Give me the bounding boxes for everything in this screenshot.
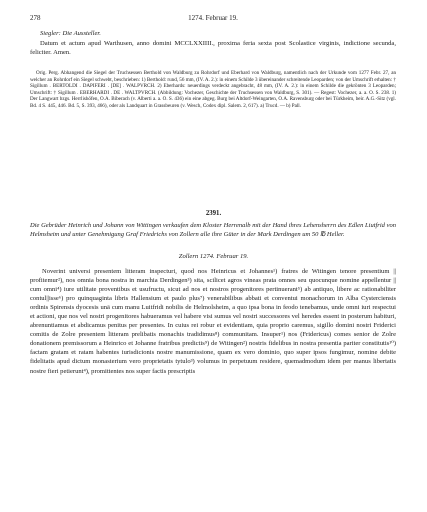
sealer-heading: Siegler: Die Aussteller. — [40, 30, 101, 37]
running-title: 1274. Februar 19. — [188, 14, 238, 22]
preamble-text: Datum et actum apud Warthusen, anno domini MCCLXXIIII., proxima feria sexta post Scolastice virginis, indictione secunda, feliciter. Amen. — [30, 40, 396, 56]
date-line: Zollern 1274. Februar 19. — [178, 253, 249, 260]
running-header — [30, 14, 396, 24]
preamble-paragraph — [30, 40, 396, 57]
summary-text: Die Gebrüder Heinrich und Johann von Wittingen verkaufen dem Kloster Herrenalb mit der Hand ihres Lehensherrn des Edlen Liutfrid von Helmsheim und unter Genehmigung Graf Friedrichs von Zollern alle ihre Güter in der Mark Derdingen um 50 ℔ Heller. — [30, 222, 396, 239]
footnotes-block — [30, 70, 396, 110]
footnotes-text: Orig. Perg. Abhangend die Siegel der Truchsessen Berthold von Waldburg zu Rohrdorf und Eberhard von Waldburg, namentlich nach der Urkunde vom 1277 Febr. 27, an welcher an Rohrdorf ein Siegel schwebt, beschrieben: 1) Berthold: rund, 56 mm, (IV. A. 2.): in einem Schilde 3 übereinander schreitende Leoparden; von der Umschrift erhalten: † Sigillum . BERTOLDI . DAPIFERI . [DE] . WALPVRCH. 2) Eberhards: neuerdings verdeckt angebracht, 48 mm, (IV. A. 2.): in einem Schilde die gekrönten 3 Leoparden; Umschrift: † Sigillum . EBERHARDI . DE . WALTPVRCH. (Abbildung: Vochezer, Geschichte der Truchsessen von Waldburg, S. 301). — Regest: Vochezer, a. a. O. S. 238. 1) Der Langwart bzgs. Herrlishöfen, O.A. Biberach (v. Alberti a. a. O. S. 436) ein eine abgeg. Burg bei Altdorf-Weingarten, O.A. Ravensburg oder bei Türkheim, beir. A.G.-Sitz (vgl. Bd. 4 S. 445, 446. Bd. 5, S. 393, 466), oder als Landquart in Grassbeuren (v. Wesch, Codex dipl. Salem. 2, 617). a) Trucd. — b) Pall. — [30, 70, 396, 109]
document-number: 2391. — [205, 210, 222, 217]
document-summary — [30, 221, 396, 240]
body-text: Noverint universi presentem litteram inspecturi, quod nos Heinricus et Johannes¹) fratres de Witingen tenore presentium || profitemur²), nos omnia bona nostra in marchia Derdingen³) sita, scilicet agros vineas prata omnes seu quocunque nomine appellentur || cum omni⁴) iure utilitate proventibus et usufructu, sicut ad nos et nostros progenitores pertinuerant⁵) ab antiquo, libere ac rationabiliter contul||isse⁶) pro quinquaginta libris Hallensium et paulo plus⁷) venerabilibus abbati et conventui monachorum in Alba Cysterciensis ordinis Spirensis dyocesis unā cum manu Luitfridi nobilis de Helmolsheim, a quo ipsa bona in feodo tenebamus, unde omni iuri respectui et actioni, que nos vel nostri progenitores habueramus vel habere visi sumus vel nostri successores vel heredes essent in posterum habituri, abrenuntiamus et abdicamus penitus per presentes. In cuius rei robur et evidentiam, quia proprio caremus, sigillo domini nostri Friderici comitis de Zolre presentem litteram prelibatis monachis tradidimus⁸) communitam. Insuper¹) nos (Fridericus) comes senior de Zolre donationem premissorum a Heinrico et Johanne fratribus predictis⁹) de Witingen²) nostris fidelibus in nostra presentia pariter constitutis¹⁰) factam gratam et ratam habentes iurisdicionis nostre manumissione, quam ex vero dominio, quo super ipsos fungimur, nomine debite fidelitatis apud dictum monasterium vero proprietatis tytulo³) volumus in perpetuum residere, quemadmodum idem per manus libertatis nostre fieri petierunt⁴), promittentes nos super factis prescriptis — [30, 268, 396, 375]
page-number: 278 — [30, 14, 41, 22]
document-body — [30, 267, 396, 376]
